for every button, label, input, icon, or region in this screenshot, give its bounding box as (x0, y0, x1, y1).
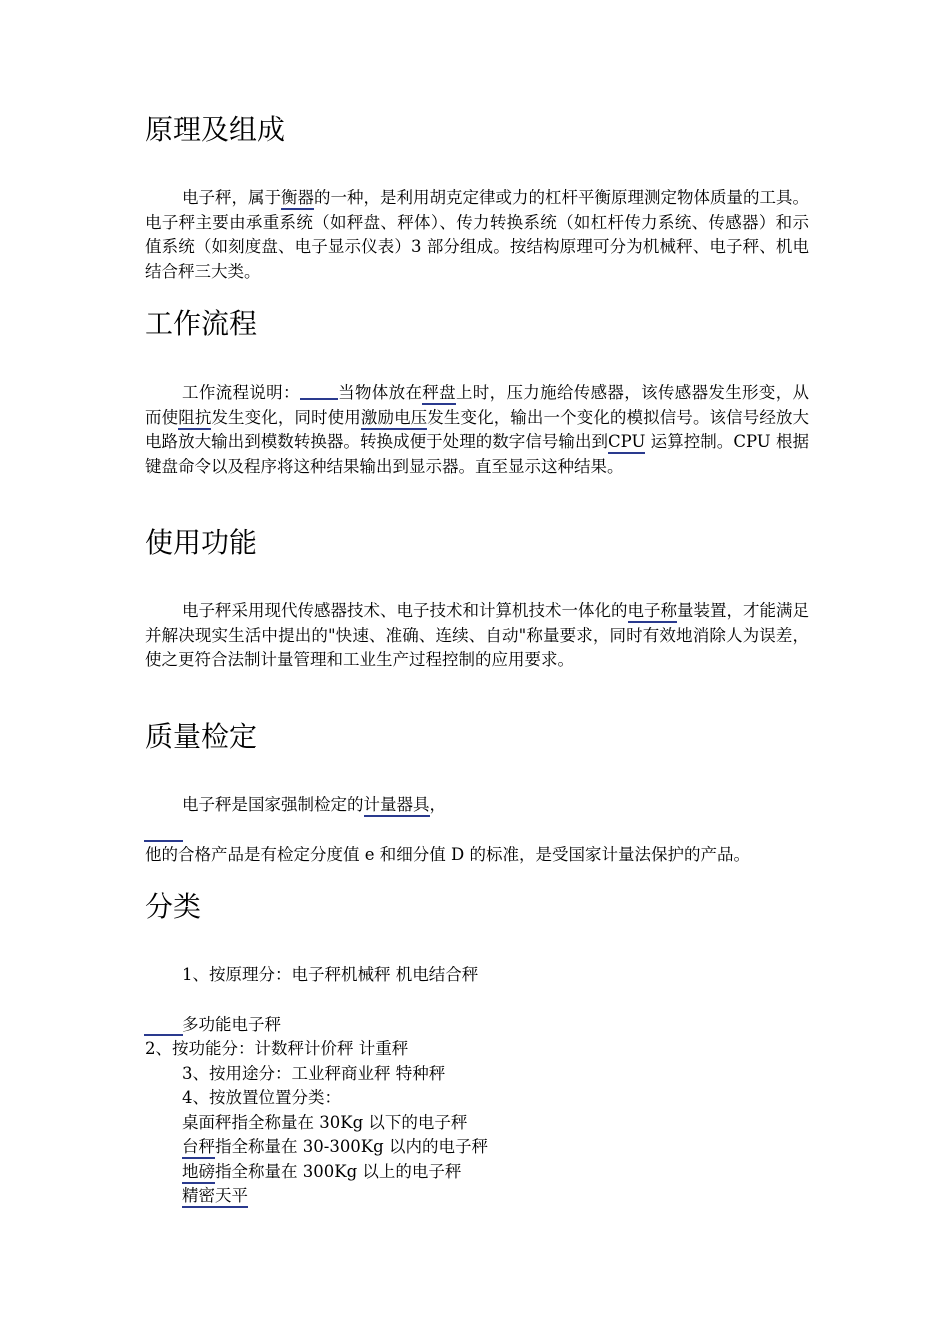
class-item-2: 2、按功能分：计数秤计价秤 计重秤 (145, 1039, 409, 1058)
text-span: 当物体放在 (337, 383, 423, 402)
link-zukang[interactable]: 阻抗 (178, 408, 211, 430)
link-taicheng[interactable]: 台秤 (182, 1137, 215, 1159)
heading-quality: 质量检定 (145, 720, 258, 753)
heading-classification: 分类 (145, 890, 202, 923)
quality-line-1 (182, 793, 446, 818)
class-item-1: 1、按原理分：电子秤机械秤 机电结合秤 (182, 965, 479, 984)
text-span: 工作流程说明： (182, 383, 300, 402)
text-span: 指全称量在 30-300Kg 以内的电子秤 (215, 1137, 488, 1156)
quality-line-2: 他的合格产品是有检定分度值 e 和细分值 D 的标准，是受国家计量法保护的产品。 (145, 845, 750, 864)
link-chengpan[interactable]: 秤盘 (422, 383, 456, 405)
link-jili-dianya[interactable]: 激励电压 (361, 408, 427, 430)
link-hengqi[interactable]: 衡器 (281, 188, 314, 210)
text-span: 发生变化，同时使用 (211, 407, 361, 427)
link-dianzi-cheng[interactable]: 电子称 (628, 601, 678, 623)
text-span: ， (429, 795, 446, 814)
heading-workflow: 工作流程 (145, 307, 258, 340)
class-item-3: 3、按用途分：工业秤商业秤 特种秤 (182, 1064, 446, 1083)
link-cpu[interactable]: CPU (608, 432, 645, 454)
text-span: 指全称量在 300Kg 以上的电子秤 (215, 1162, 462, 1181)
blank-underline (144, 840, 183, 842)
blank-underline (300, 380, 338, 400)
heading-usage: 使用功能 (145, 526, 258, 559)
text-span: 量装置，才能满足并解决现实生活中提出的"快速、准确、连续、自动"称量要求，同时有效地消除人为误差，使之更符合法制计量管理和工业生产过程控制的应用要求。 (145, 601, 809, 669)
text-span: 电子秤采用现代传感器技术、电子技术和计算机技术一体化的 (182, 601, 628, 620)
text-span: 的一种，是利用胡克定律或力的杠杆平衡原理测定物体质量的工具。电子秤主要由承重系统（如秤盘、秤体）、传力转换系统（如杠杆传力系统、传感器）和示值系统（如刻度盘、电子显示仪表）3 部分组成。按结构原理可分为机械秤、电子秤、机电结合秤三大类。 (145, 188, 809, 281)
class-item-4b (182, 1135, 488, 1160)
paragraph-usage (145, 599, 809, 673)
paragraph-workflow (145, 380, 809, 479)
blank-underline (144, 1034, 183, 1036)
class-item-4a: 桌面秤指全称量在 30Kg 以下的电子秤 (182, 1113, 468, 1132)
text-span: 上时，压力施给传感器，该传感器发生形变，从而使 (145, 383, 810, 427)
class-item-4c (182, 1160, 461, 1185)
link-jiliang-qiju[interactable]: 计量器具 (364, 795, 430, 817)
text-span: 电子秤是国家强制检定的 (182, 795, 364, 814)
link-jingmi-tianping[interactable]: 精密天平 (182, 1186, 248, 1208)
heading-principle: 原理及组成 (145, 113, 286, 146)
link-dibang[interactable]: 地磅 (182, 1162, 215, 1184)
class-item-4d (182, 1184, 248, 1209)
text-span: 运算控制。CPU 根据键盘命令以及程序将这种结果输出到显示器。直至显示这种结果。 (145, 432, 809, 476)
text-span: 发生变化，输出一个变化的模拟信号。该信号经放大电路放大输出到模数转换器。转换成便于处理的数字信号输出到 (145, 407, 810, 451)
paragraph-principle (145, 186, 809, 284)
text-span: 电子秤，属于 (182, 188, 281, 207)
class-item-1b: 多功能电子秤 (182, 1015, 281, 1034)
class-item-4: 4、按放置位置分类： (182, 1088, 341, 1107)
